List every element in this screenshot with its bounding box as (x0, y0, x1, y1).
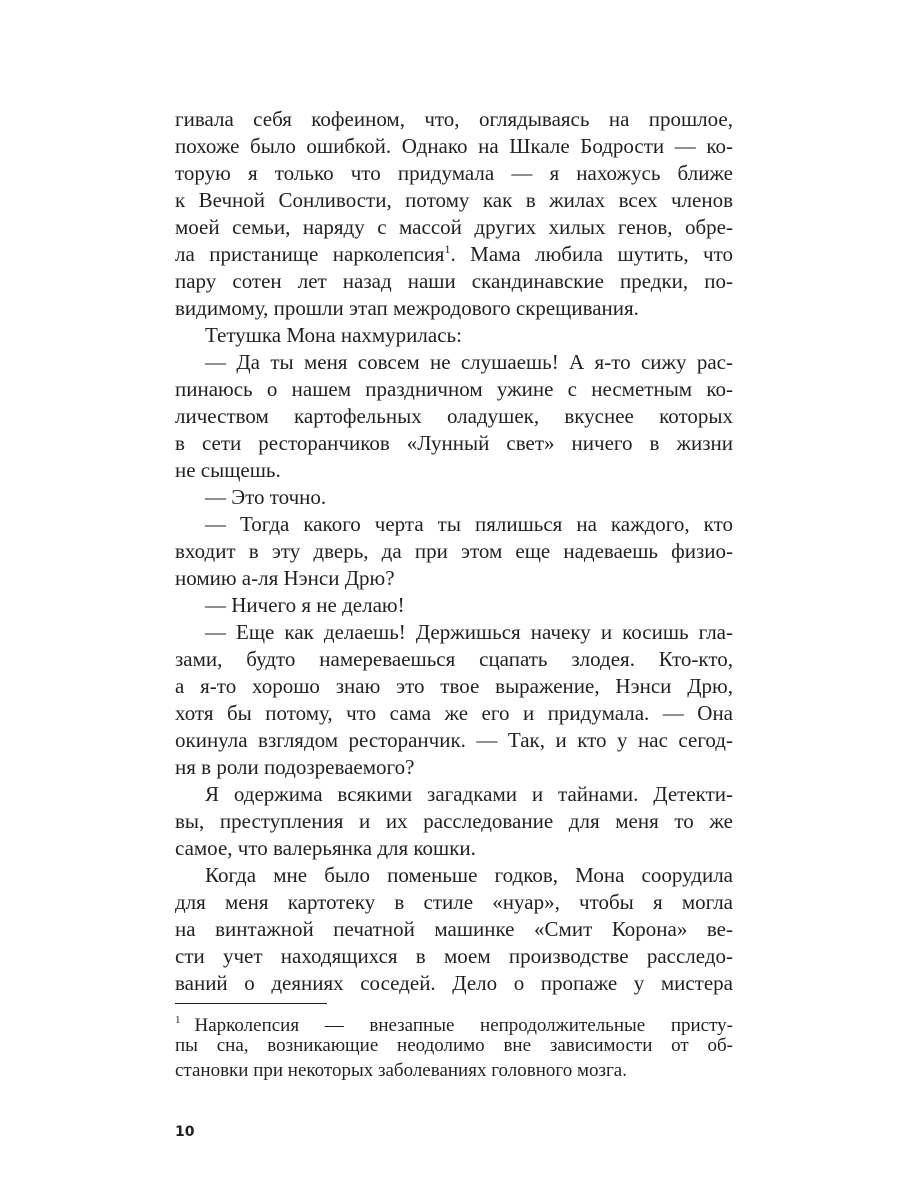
line-text: видимому, прошли этап межродового скрещивания. (175, 296, 639, 320)
line-text: вы, преступления и их расследование для меня то же (175, 809, 733, 833)
text-line (175, 295, 733, 322)
line-text: — Тогда какого черта ты пялишься на каждого, кто (205, 512, 733, 536)
text-line (175, 970, 733, 997)
text-line (175, 241, 733, 268)
line-text: на винтажной печатной машинке «Смит Корона» ве- (175, 917, 733, 941)
footnote-text: пы сна, возникающие неодолимо вне зависимости от об- (175, 1035, 733, 1056)
line-text: . Мама любила шутить, что (450, 242, 734, 266)
line-text: в сети ресторанчиков «Лунный свет» ничего в жизни (175, 431, 733, 455)
footnote-text: Нарколепсия — внезапные непродолжительные присту- (194, 1015, 733, 1036)
line-text: самое, что валерьянка для кошки. (175, 836, 476, 860)
line-text: личеством картофельных оладушек, вкуснее которых (175, 404, 733, 428)
line-text: Тетушка Мона нахмурилась: (205, 323, 462, 347)
line-text: хотя бы потому, что сама же его и придумала. — Она (175, 701, 733, 725)
text-line (175, 322, 733, 349)
footnote-separator (175, 1003, 327, 1004)
text-line (175, 754, 733, 781)
page-number: 10 (175, 1124, 195, 1140)
line-text: пинаюсь о нашем праздничном ужине с несметным ко- (175, 377, 733, 401)
text-line (175, 808, 733, 835)
text-line (175, 160, 733, 187)
text-line (175, 187, 733, 214)
footnote-line (175, 1033, 733, 1058)
line-text: окинула взглядом ресторанчик. — Так, и кто у нас сегод- (175, 728, 733, 752)
text-line (175, 133, 733, 160)
line-text: ваний о деяниях соседей. Дело о пропаже у мистера (175, 971, 733, 995)
line-text: пару сотен лет назад наши скандинавские предки, по- (175, 269, 733, 293)
footnote-line (175, 1008, 733, 1036)
footnote (175, 1008, 733, 1083)
line-text: к Вечной Сонливости, потому как в жилах всех членов (175, 188, 733, 212)
footnote-line (175, 1058, 733, 1083)
line-text: Я одержима всякими загадками и тайнами. Детекти- (205, 782, 733, 806)
text-line (175, 403, 733, 430)
text-line (175, 916, 733, 943)
line-text: а я-то хорошо знаю это твое выражение, Нэнси Дрю, (175, 674, 733, 698)
text-line (175, 700, 733, 727)
text-line (175, 943, 733, 970)
text-line (175, 565, 733, 592)
text-line (175, 862, 733, 889)
line-text: — Ничего я не делаю! (205, 593, 405, 617)
line-text: торую я только что придумала — я нахожусь ближе (175, 161, 733, 185)
text-line (175, 376, 733, 403)
line-text: Когда мне было поменьше годков, Мона соорудила (205, 863, 733, 887)
line-text: гивала себя кофеином, что, оглядываясь на прошлое, (175, 107, 733, 131)
text-line (175, 106, 733, 133)
text-line (175, 511, 733, 538)
text-line (175, 484, 733, 511)
text-line (175, 727, 733, 754)
text-line (175, 538, 733, 565)
footnote-text: становки при некоторых заболеваниях головного мозга. (175, 1060, 627, 1081)
line-text: ла пристанище нарколепсия (175, 242, 445, 266)
line-text: — Еще как делаешь! Держишься начеку и косишь гла- (205, 620, 733, 644)
text-line (175, 430, 733, 457)
text-line (175, 268, 733, 295)
text-line (175, 457, 733, 484)
text-line (175, 673, 733, 700)
line-text: сти учет находящихся в моем производстве расследо- (175, 944, 733, 968)
line-text: — Это точно. (205, 485, 327, 509)
line-text: зами, будто намереваешься сцапать злодея. Кто-кто, (175, 647, 733, 671)
text-line (175, 619, 733, 646)
text-line (175, 781, 733, 808)
line-text: — Да ты меня совсем не слушаешь! А я-то сижу рас- (205, 350, 733, 374)
line-text: моей семьи, наряду с массой других хилых генов, обре- (175, 215, 733, 239)
line-text: ня в роли подозреваемого? (175, 755, 415, 779)
line-text: для меня картотеку в стиле «нуар», чтобы я могла (175, 890, 733, 914)
footnote-number: 1 (175, 1014, 181, 1026)
text-line (175, 835, 733, 862)
text-line (175, 646, 733, 673)
text-line (175, 889, 733, 916)
text-line (175, 349, 733, 376)
body-text (175, 106, 733, 997)
line-text: входит в эту дверь, да при этом еще надеваешь физио- (175, 539, 733, 563)
line-text: номию а-ля Нэнси Дрю? (175, 566, 395, 590)
text-line (175, 214, 733, 241)
footnote-ref: 1 (444, 242, 451, 256)
line-text: похоже было ошибкой. Однако на Шкале Бодрости — ко- (175, 134, 733, 158)
line-text: не сыщешь. (175, 458, 281, 482)
text-line (175, 592, 733, 619)
